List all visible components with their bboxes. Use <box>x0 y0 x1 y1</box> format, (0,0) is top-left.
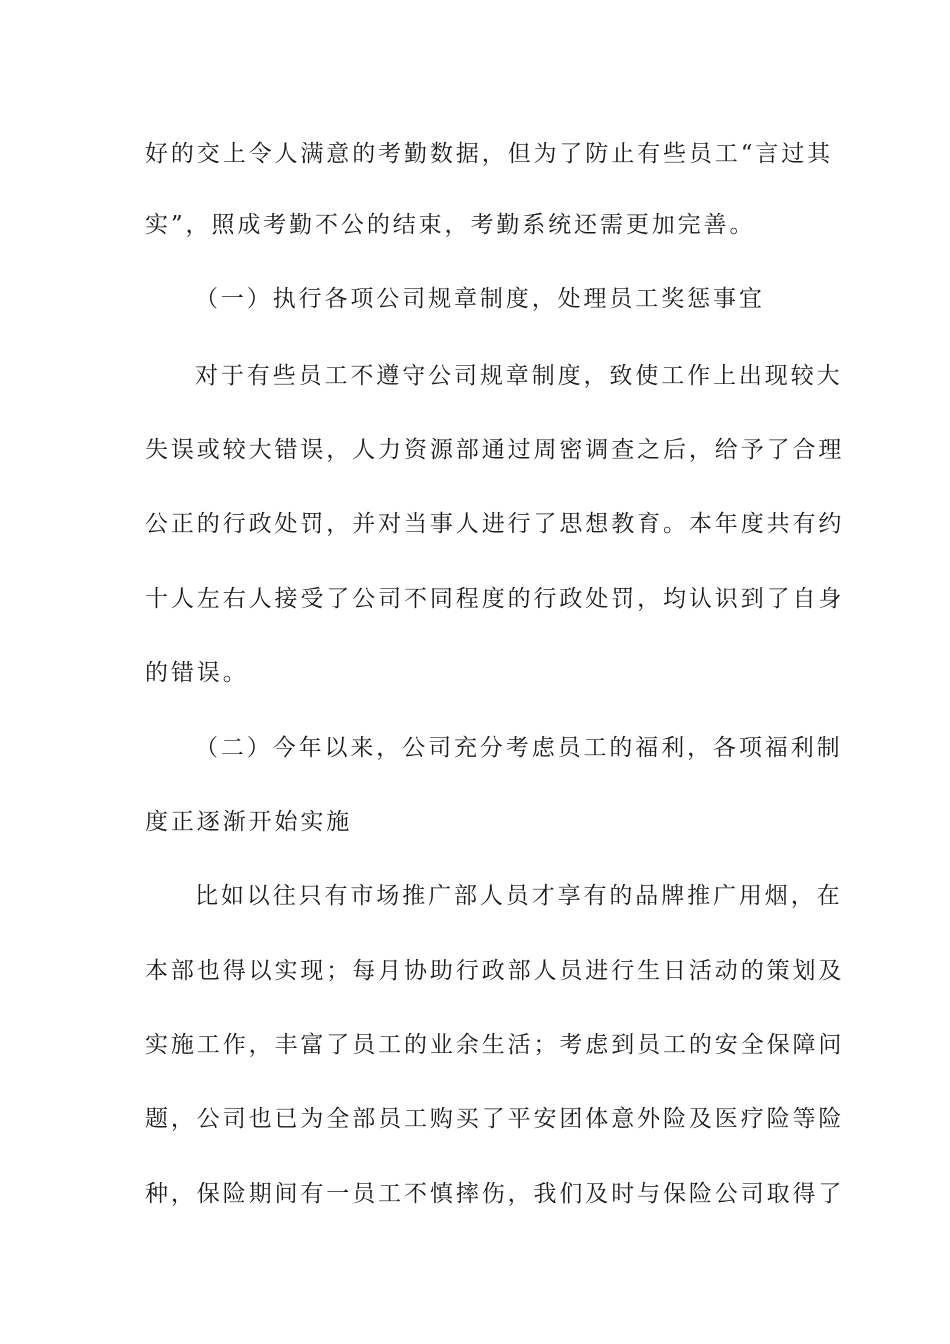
text-line: 实”，照成考勤不公的结束，考勤系统还需更加完善。 <box>145 212 756 238</box>
text-line: 比如以往只有市场推广部人员才享有的品牌推广用烟，在 <box>195 883 843 909</box>
text-line: 种，保险期间有一员工不慎摔伤，我们及时与保险公司取得了 <box>145 1181 845 1207</box>
text-line: 实施工作，丰富了员工的业余生活；考虑到员工的安全保障问 <box>145 1032 845 1058</box>
text-line: 公正的行政处罚，并对当事人进行了思想教育。本年度共有约 <box>145 511 845 537</box>
text-line: 十人左右人接受了公司不同程度的行政处罚，均认识到了自身 <box>145 586 845 612</box>
text-line: 本部也得以实现；每月协助行政部人员进行生日活动的策划及 <box>145 958 845 984</box>
text-line: 失误或较大错误，人力资源部通过周密调查之后，给予了合理 <box>145 437 845 463</box>
section-heading-1: （一）执行各项公司规章制度，处理员工奖惩事宜 <box>195 286 765 312</box>
text-line: 题，公司也已为全部员工购买了平安团体意外险及医疗险等险 <box>145 1106 845 1132</box>
text-line: 的错误。 <box>145 660 249 686</box>
section-heading-2: （二）今年以来，公司充分考虑员工的福利，各项福利制 <box>195 735 843 761</box>
text-line: 对于有些员工不遵守公司规章制度，致使工作上出现较大 <box>195 363 843 389</box>
text-line: 好的交上令人满意的考勤数据，但为了防止有些员工“言过其 <box>145 141 834 167</box>
text-line: 度正逐渐开始实施 <box>145 809 353 835</box>
